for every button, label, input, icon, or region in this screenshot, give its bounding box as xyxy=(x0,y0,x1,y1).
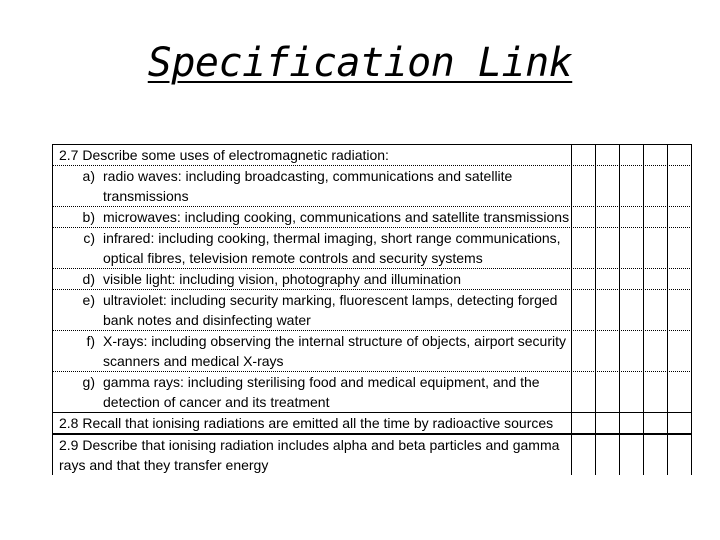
tick-box xyxy=(643,435,667,475)
tick-box xyxy=(667,435,692,475)
spec-item-b xyxy=(52,206,692,227)
tick-cells xyxy=(571,331,692,371)
tick-box xyxy=(619,331,643,371)
tick-box xyxy=(619,207,643,227)
item-text: radio waves: including broadcasting, communications and satellite transmissions xyxy=(103,168,513,204)
item-letter: g) xyxy=(82,374,95,390)
tick-cells xyxy=(571,228,692,268)
tick-box xyxy=(619,269,643,289)
tick-box xyxy=(667,207,692,227)
tick-box xyxy=(595,166,619,206)
tick-box xyxy=(595,413,619,433)
spec-row-2-7-heading xyxy=(52,144,692,165)
spec-item-c xyxy=(52,227,692,268)
tick-box xyxy=(643,331,667,371)
item-text: X-rays: including observing the internal structure of objects, airport security scanners and medical X-rays xyxy=(103,333,566,369)
spec-item-a xyxy=(52,165,692,206)
tick-box xyxy=(619,166,643,206)
tick-box xyxy=(571,372,595,412)
tick-box xyxy=(571,290,595,330)
tick-box xyxy=(667,166,692,206)
tick-box xyxy=(667,413,692,433)
tick-cells xyxy=(571,166,692,206)
tick-box xyxy=(643,413,667,433)
tick-box xyxy=(643,145,667,165)
tick-box xyxy=(667,145,692,165)
tick-box xyxy=(571,413,595,433)
tick-box xyxy=(643,166,667,206)
spec-item-d xyxy=(52,268,692,289)
tick-box xyxy=(619,145,643,165)
item-letter: f) xyxy=(86,333,95,349)
spec-item-f xyxy=(52,330,692,371)
item-letter: b) xyxy=(82,209,95,225)
item-text: ultraviolet: including security marking, fluorescent lamps, detecting forged bank notes and disinfecting water xyxy=(103,292,558,328)
page-title-text: Specification Link xyxy=(147,40,573,86)
item-text: gamma rays: including sterilising food and medical equipment, and the detection of cancer and its treatment xyxy=(103,374,540,410)
tick-box xyxy=(571,166,595,206)
item-letter: d) xyxy=(82,271,95,287)
tick-box xyxy=(667,372,692,412)
tick-cells xyxy=(571,269,692,289)
tick-box xyxy=(571,228,595,268)
tick-box xyxy=(643,269,667,289)
tick-cells xyxy=(571,413,692,433)
spec-row-2-9 xyxy=(52,433,692,475)
tick-box xyxy=(667,331,692,371)
spec-item-g xyxy=(52,371,692,412)
tick-box xyxy=(571,269,595,289)
tick-box xyxy=(667,228,692,268)
tick-box xyxy=(595,372,619,412)
tick-box xyxy=(619,228,643,268)
tick-box xyxy=(619,372,643,412)
tick-box xyxy=(667,269,692,289)
spec-row-2-8 xyxy=(52,412,692,433)
tick-box xyxy=(619,290,643,330)
tick-box xyxy=(595,145,619,165)
tick-box xyxy=(667,290,692,330)
tick-box xyxy=(571,207,595,227)
tick-box xyxy=(619,435,643,475)
tick-box xyxy=(643,228,667,268)
tick-box xyxy=(643,207,667,227)
tick-box xyxy=(595,228,619,268)
tick-box xyxy=(595,269,619,289)
tick-box xyxy=(571,435,595,475)
item-letter: e) xyxy=(82,292,95,308)
tick-box xyxy=(595,331,619,371)
tick-cells xyxy=(571,372,692,412)
page-title xyxy=(0,40,720,86)
tick-box xyxy=(643,372,667,412)
tick-box xyxy=(595,435,619,475)
spec-statement-2-8: 2.8 Recall that ionising radiations are emitted all the time by radioactive sources xyxy=(52,413,571,433)
item-letter: c) xyxy=(83,230,95,246)
tick-box xyxy=(571,331,595,371)
spec-heading-2-7: 2.7 Describe some uses of electromagnetic radiation: xyxy=(52,145,571,165)
tick-cells xyxy=(571,207,692,227)
tick-box xyxy=(595,290,619,330)
spec-statement-2-9: 2.9 Describe that ionising radiation includes alpha and beta particles and gamma rays and that they transfer energy xyxy=(52,435,571,475)
tick-box xyxy=(571,145,595,165)
item-text: visible light: including vision, photography and illumination xyxy=(103,271,461,287)
spec-item-e xyxy=(52,289,692,330)
tick-cells xyxy=(571,435,692,475)
item-letter: a) xyxy=(82,168,95,184)
tick-box xyxy=(619,413,643,433)
tick-box xyxy=(643,290,667,330)
specification-table xyxy=(52,144,692,524)
tick-cells xyxy=(571,290,692,330)
tick-cells xyxy=(571,145,692,165)
tick-box xyxy=(595,207,619,227)
item-text: microwaves: including cooking, communications and satellite transmissions xyxy=(103,209,570,225)
item-text: infrared: including cooking, thermal imaging, short range communications, optical fibres, television remote controls and security systems xyxy=(103,230,561,266)
